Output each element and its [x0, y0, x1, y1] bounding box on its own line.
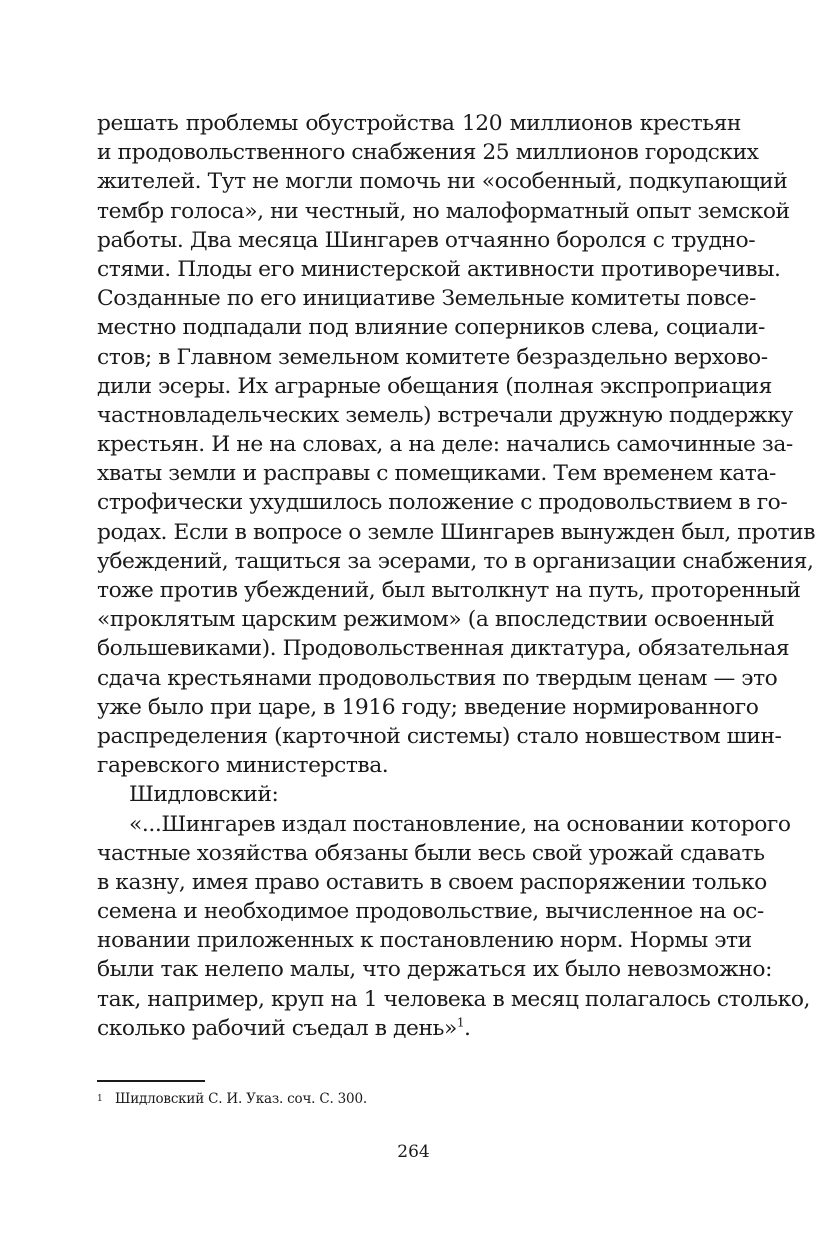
text-line: стов; в Главном земельном комитете безраздельно верхово-: [97, 344, 768, 370]
footnote-mark: 1: [97, 1094, 103, 1104]
text-line: тоже против убеждений, был вытолкнут на путь, проторенный: [97, 578, 801, 603]
quote-line: так, например, круп на 1 человека в месяц полагалось столько,: [97, 986, 810, 1012]
footnote: [97, 1090, 367, 1108]
text-line: уже было при царе, в 1916 году; введение нормированного: [97, 694, 759, 720]
speaker-line: Шидловский:: [129, 782, 279, 808]
quote-last-line: [97, 1014, 741, 1043]
text-line: частновладельческих земель) встречали дружную поддержку: [97, 402, 793, 428]
quote-line: частные хозяйства обязаны были весь свой урожай сдавать: [97, 840, 765, 866]
quote-period: .: [464, 1015, 471, 1041]
quote-line: в казну, имея право оставить в своем распоряжении только: [97, 869, 767, 895]
footnote-divider: [97, 1080, 205, 1082]
text-line: «проклятым царским режимом» (а впоследствии освоенный: [97, 607, 775, 633]
text-line: решать проблемы обустройства 120 миллионов крестьян: [97, 111, 741, 136]
main-text: [97, 109, 816, 1043]
text-line: дили эсеры. Их аграрные обещания (полная экспроприация: [97, 373, 772, 399]
quote-line: семена и необходимое продовольствие, вычисленное на ос-: [97, 899, 764, 925]
text-line: большевиками). Продовольственная диктатура, обязательная: [97, 636, 790, 662]
text-line: жителей. Тут не могли помочь ни «особенный, подкупающий: [97, 169, 788, 195]
text-line: тембр голоса», ни честный, но малоформатный опыт земской: [97, 198, 790, 224]
text-line: работы. Два месяца Шингарев отчаянно боролся с трудно-: [97, 227, 756, 253]
text-line: строфически ухудшилось положение с продовольствием в го-: [97, 490, 788, 516]
text-line: сдача крестьянами продовольствия по твердым ценам — это: [97, 665, 778, 691]
footnote-reference[interactable]: 1: [456, 1015, 465, 1030]
text-line: и продовольственного снабжения 25 миллионов городских: [97, 140, 759, 166]
quote-last-text: сколько рабочий съедал в день»: [97, 1015, 457, 1041]
text-line: распределения (карточной системы) стало новшеством шин-: [97, 723, 782, 749]
text-line: стями. Плоды его министерской активности противоречивы.: [97, 256, 781, 282]
quote-line: были так нелепо малы, что держаться их было невозможно:: [97, 957, 772, 983]
text-line: местно подпадали под влияние соперников слева, социали-: [97, 315, 765, 341]
page-number: 264: [397, 1142, 430, 1162]
quote-line: новании приложенных к постановлению норм. Нормы эти: [97, 928, 752, 954]
text-line: Созданные по его инициативе Земельные комитеты повсе-: [97, 286, 756, 312]
quote-line: «...Шингарев издал постановление, на основании которого: [129, 811, 791, 837]
text-line: хваты земли и расправы с помещиками. Тем временем ката-: [97, 461, 776, 487]
text-line: родах. Если в вопросе о земле Шингарев вынужден был, против: [97, 519, 816, 545]
text-line: крестьян. И не на словах, а на деле: начались самочинные за-: [97, 432, 793, 458]
text-line: гаревского министерства.: [97, 753, 389, 779]
text-line: убеждений, тащиться за эсерами, то в организации снабжения,: [97, 548, 814, 574]
footnote-text: Шидловский С. И. Указ. соч. С. 300.: [115, 1091, 367, 1107]
